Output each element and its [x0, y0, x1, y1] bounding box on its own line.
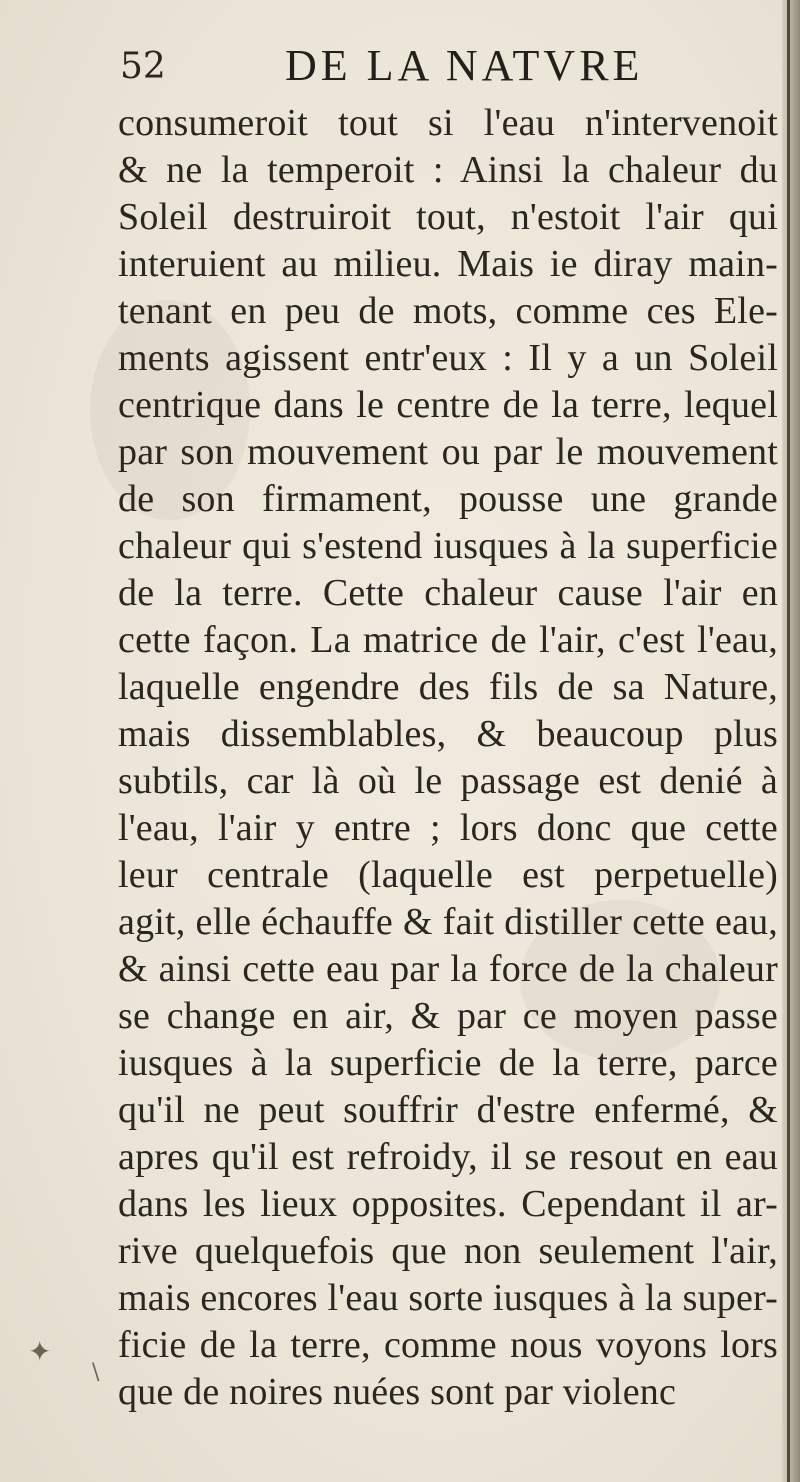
text-line: laquelle engendre des fils de sa Nature, [118, 666, 778, 708]
text-line: ments agissent entr'eux : Il y a un Soleil [118, 337, 778, 379]
body-text [118, 100, 778, 1416]
text-line: interuient au milieu. Mais ie diray main- [118, 243, 778, 285]
text-line: tenant en peu de mots, comme ces Ele- [118, 290, 778, 332]
ink-mark: \ [92, 1360, 100, 1385]
text-line: dans les lieux opposites. Cependant il ar- [118, 1183, 778, 1225]
text-line: consumeroit tout si l'eau n'intervenoit [118, 102, 778, 144]
page-gutter [782, 0, 800, 1482]
text-line: apres qu'il est refroidy, il se resout en eau [118, 1136, 778, 1178]
running-title: DE LA NATVRE [285, 41, 644, 90]
text-line: l'eau, l'air y entre ; lors donc que cette [118, 807, 778, 849]
text-line: subtils, car là où le passage est denié à [118, 760, 778, 802]
page-header [120, 40, 720, 100]
text-line: que de noires nuées sont par violenc [118, 1371, 677, 1413]
text-line: mais dissemblables, & beaucoup plus [118, 713, 778, 755]
text-line: rive quelquefois que non seulement l'air, [118, 1230, 778, 1272]
text-line: se change en air, & par ce moyen passe [118, 995, 778, 1037]
text-line: par son mouvement ou par le mouvement [118, 431, 778, 473]
text-line: Soleil destruiroit tout, n'estoit l'air qui [118, 196, 778, 238]
page-number: 52 [120, 46, 166, 87]
text-line: agit, elle échauffe & fait distiller cette eau, [118, 901, 778, 943]
text-line: mais encores l'eau sorte iusques à la super- [118, 1277, 778, 1319]
text-line: iusques à la superficie de la terre, parce [118, 1042, 778, 1084]
text-line: ficie de la terre, comme nous voyons lors [118, 1324, 778, 1366]
text-line: & ainsi cette eau par la force de la chaleur [118, 948, 778, 990]
text-line: de la terre. Cette chaleur cause l'air en [118, 572, 778, 614]
text-line: chaleur qui s'estend iusques à la superficie [118, 525, 778, 567]
text-line: cette façon. La matrice de l'air, c'est l'eau, [118, 619, 778, 661]
text-line: centrique dans le centre de la terre, lequel [118, 384, 778, 426]
binding-edge [787, 0, 790, 1482]
text-line: & ne la temperoit : Ainsi la chaleur du [118, 149, 778, 191]
text-line: leur centrale (laquelle est perpetuelle) [118, 854, 778, 896]
text-line: qu'il ne peut souffrir d'estre enfermé, & [118, 1089, 778, 1131]
ink-mark: ✦ [28, 1335, 52, 1368]
text-line: de son firmament, pousse une grande [118, 478, 778, 520]
